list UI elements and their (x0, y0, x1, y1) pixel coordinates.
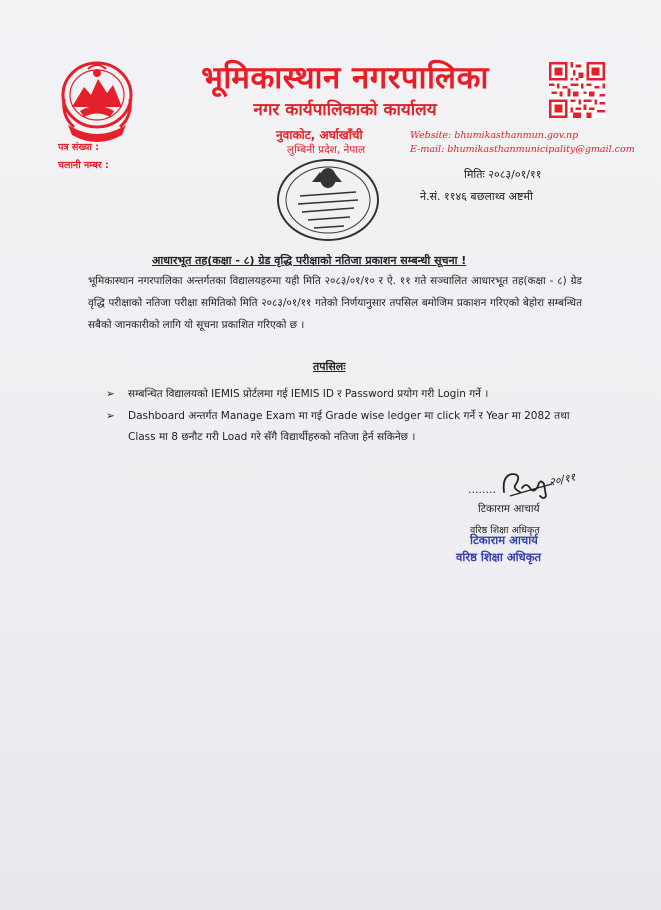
stamp-name: टिकाराम आचार्य (470, 533, 538, 547)
nepal-emblem-icon (58, 55, 136, 150)
letter-number-label: पत्र संख्या : (58, 142, 100, 153)
issue-date: मितिः २०८३/०१/११ (464, 168, 542, 181)
email-text: E-mail: bhumikasthanmunicipality@gmail.com (410, 144, 635, 155)
list-item (106, 406, 586, 448)
handwritten-signature (460, 460, 590, 505)
arrow-bullet-icon: ➢ (106, 388, 115, 400)
notice-body (88, 270, 582, 336)
list-item (106, 384, 586, 405)
stamp-designation: वरिष्ठ शिक्षा अधिकृत (456, 550, 542, 564)
details-heading: तपसिलः (313, 360, 346, 373)
arrow-bullet-icon: ➢ (106, 410, 115, 422)
list-item-text: Dashboard अन्तर्गत Manage Exam मा गई Grade wise ledger मा click गर्ने र Year मा 2082 तथा Class मा 8 छनौट गरी Load गरे सँगै विद्यार्थीहरुको नतिजा हेर्न सकिनेछ । (128, 410, 570, 443)
office-seal-icon (272, 152, 384, 244)
dispatch-number-label: चलानी नम्बर : (58, 160, 109, 171)
notice-subject: आधारभूत तह(कक्षा - ८) ग्रेड वृद्धि परीक्षाको नतिजा प्रकाशन सम्बन्धी सूचना ! (152, 254, 467, 267)
office-title: भूमिकास्थान नगरपालिका (201, 60, 489, 96)
nepal-sambat-date: ने.सं. ११४६ बछलाथ्व अष्टमी (420, 190, 533, 203)
office-subtitle: नगर कार्यपालिकाको कार्यालय (253, 100, 437, 120)
signature-dots: ........ (468, 483, 496, 496)
list-item-text: सम्बन्धित विद्यालयको IEMIS प्रोर्टलमा गई IEMIS ID र Password प्रयोग गरी Login गर्ने । (128, 388, 489, 400)
office-address-line1: नुवाकोट, अर्घाखाँची (276, 128, 363, 142)
signatory-designation: वरिष्ठ शिक्षा अधिकृत (470, 525, 540, 536)
qr-code-icon (549, 62, 605, 118)
notice-body-text: भूमिकास्थान नगरपालिका अन्तर्गतका विद्यालयहरुमा यही मिति २०८३/०१/१० र ऐ. ११ गते सञ्चालित आधारभूत तह(कक्षा - ८) ग्रेड वृद्धि परीक्षाको नतिजा परीक्षा समितिको मिति २०८३/०१/११ गतेको निर्णयानुसार तपसिल बमोजिम प्रकाशन गरिएको बेहोरा सम्बन्धित सबैको जानकारीको लागि यो सूचना प्रकाशित गरिएको छ । (88, 275, 582, 331)
signature-date: २०/११ (547, 470, 577, 489)
website-text: Website: bhumikasthanmun.gov.np (410, 130, 579, 141)
signatory-name: टिकाराम आचार्य (478, 503, 540, 515)
office-address-line2: लुम्बिनी प्रदेश, नेपाल (287, 144, 366, 156)
